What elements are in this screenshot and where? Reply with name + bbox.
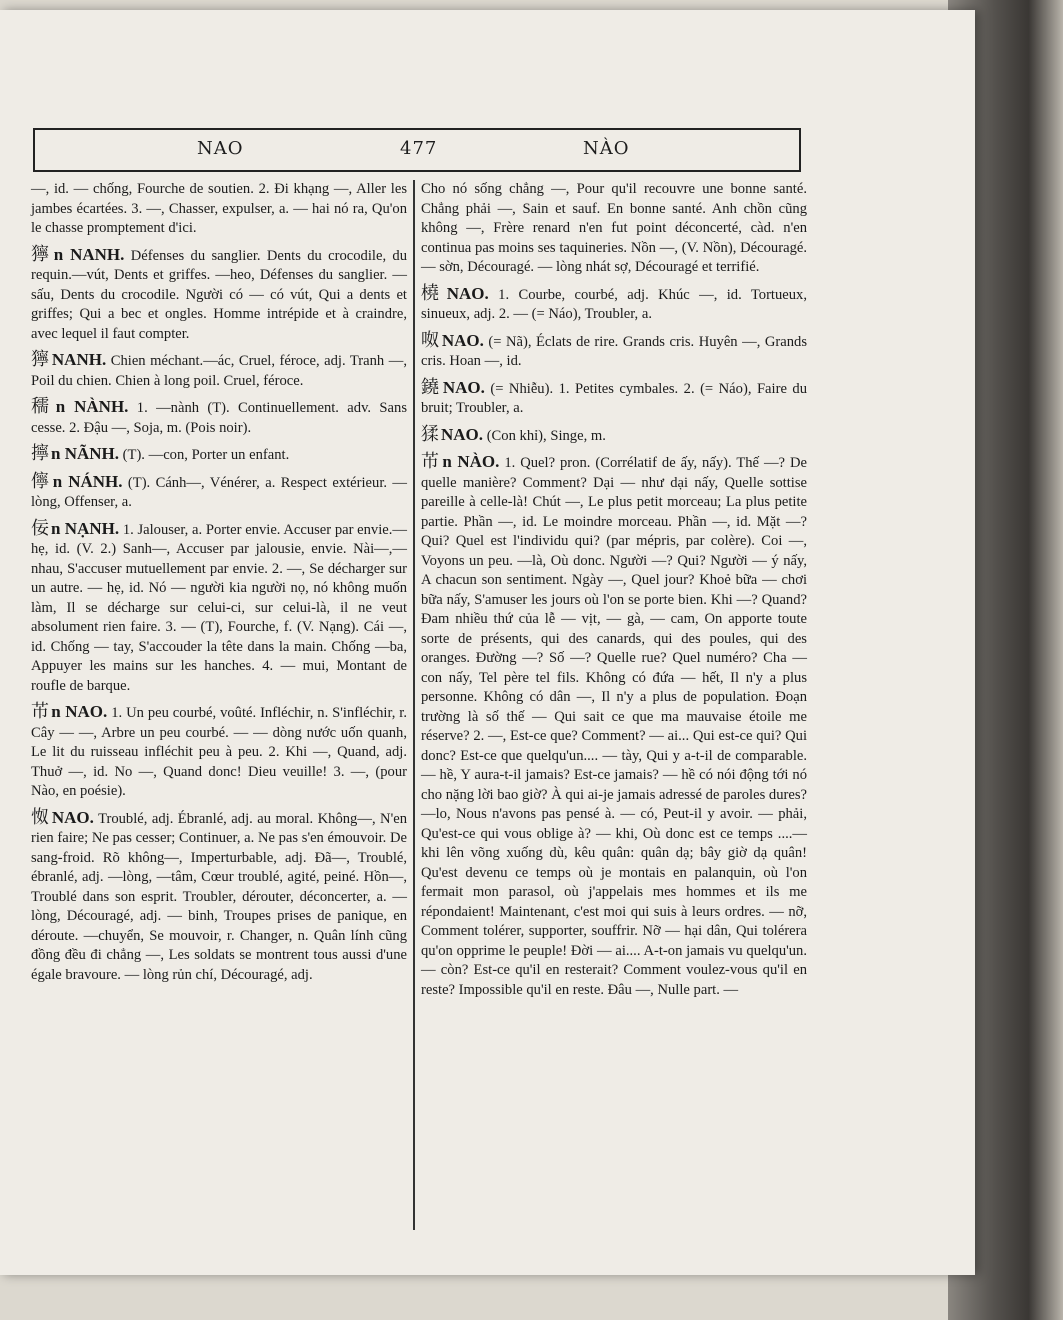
right-column xyxy=(421,180,807,1000)
definition: 1. —nành (T). Continuellement. adv. Sans cesse. 2. Đậu —, Soja, m. (Pois noir). xyxy=(31,400,407,436)
dictionary-entry xyxy=(31,808,407,986)
dictionary-entry xyxy=(421,378,807,419)
header-left-word: NAO xyxy=(197,138,244,159)
definition: 1. Un peu courbé, voûté. Infléchir, n. S'infléchir, r. Cây — —, Arbre un peu courbé. — — dòng nước uốn quanh, Le lit du ruisseau infléchit peu à peu. 2. Khi —, Quand, adj. Thuở —, id. No —, Quand donc! Dieu veuille! 3. —, (pour Nào, en poésie). xyxy=(31,705,408,799)
headword: n NÁNH. xyxy=(52,471,123,491)
headword: n NÀO. xyxy=(442,452,500,471)
chinese-character: 猱 xyxy=(421,423,439,444)
definition: 1. Jalouser, a. Porter envie. Accuser par envie.—hẹ, id. (V. 2.) Sanh—, Accuser par jalousie, envie. Nài—,—nhau, S'accuser mutuellement par envie. 2. —, Se décharger sur un autre. — hẹ, id. Nó — người kia người nọ, nó không muốn làm, Il se décharge sur celui-ci, sur celui-là, il ne veut absolument rien faire. 3. — (T), Fourche, f. (V. Nạng). Cái —, id. Chống — tay, S'accouder la tête dans la main. Chống —ba, Appuyer les mains sur les hanches. 4. — mui, Montant de roufle de barque. xyxy=(31,521,408,694)
definition: 1. Quel? pron. (Corrélatif de ấy, nấy). Thế —? De quelle manière? Comment? Dại — như dại nấy, Quelle sottise pareille à celle-là! Chút —, Le plus petit morceau; La plus petite partie. Phần —, id. Le moindre morceau. Phần —, id. Mặt —? Qui? Quel est l'individu qui? (par mépris, par colère). Coi —, Voyons un peu. —là, Où donc. Người —? Qui? Người — ý nấy, A chacun son sentiment. Ngày —, Quel jour? Khoẻ bữa — chơi bữa nấy, S'amuser les jours où l'on se porte bien. Khi —? Quand? Đam nhiều thứ của lễ — vịt, — gà, — cam, On apporte toute sorte de présents, qui des canards, qui des poules, qui des oranges. Đường —? Số —? Quelle rue? Quel numéro? Cha — con nấy, Tel père tel fils. Không có đứa — hết, Il n'y a plus personne. Không có dân —, Il n'y a plus de population. Đoạn trường là số thế — Qui sait ce que ma mauvaise étoile me réserve? 2. —, Est-ce que? Comment? — ai... Qui est-ce qui? Qui donc? Est-ce que quelqu'un.... — tày, Qui y a-t-il de comparable. — hề, Y aura-t-il jamais? Est-ce jamais? — hề có nói động tới nó cho nặng lời bao giờ? À qui ai-je jamais adressé de paroles dures? —lo, Nous n'avons pas pensé à. — có, Peut-il y avoir. — phải, Qu'est-ce qui vous oblige à? — khi, Où donc est ce temps ....—khi lên võng xuống dù, kêu quân: quân dạ; bây giờ dạ quân! Qu'est devenu ce temps où je montais en palanquin, où l'on fermait mon parasol, où j'appelais mes hommes et ils me répondaient! Maintenant, c'est moi qui suis à leurs ordres. — nỡ, Comment tolérer, supporter, souffrir. Nỡ — hại dân, Qui tolérera qu'on opprime le peuple! Đời — ai.... A-t-on jamais vu quelqu'un. — còn? Est-ce qu'il en resterait? Comment voulez-vous qu'il en reste? Impossible qu'il en reste. Đâu —, Nulle part. — xyxy=(421,455,807,998)
column-divider xyxy=(413,180,415,1230)
definition: (Con khỉ), Singe, m. xyxy=(486,427,606,444)
page-number: 477 xyxy=(400,138,438,159)
headword: NAO. xyxy=(441,424,484,444)
definition: Troublé, adj. Ébranlé, adj. au moral. Không—, N'en rien faire; Ne pas cesser; Continuer, a. Ne pas s'en émouvoir. De sang-froid. Rõ không—, Imperturbable, adj. Đã—, Troublé, ébranlé, adj. —lòng, —tâm, Cœur troublé, agité, peiné. Hồn—, Troublé dans son esprit. Troubler, dérouter, déconcerter, a. — lòng, Découragé, adj. — binh, Troupes prises de panique, en déroute. —chuyển, Se mouvoir, r. Changer, n. Quân lính cũng đồng đều đi chẳng —, Les soldats se montrent tous aussi d'une égale bravoure. — lòng rủn chí, Découragé, adj. xyxy=(31,810,408,983)
definition: (= Nã), Éclats de rire. Grands cris. Huyên —, Grands cris. Hoan —, id. xyxy=(421,333,807,369)
definition: (= Nhiễu). 1. Petites cymbales. 2. (= Náo), Faire du bruit; Troubler, a. xyxy=(421,380,808,416)
entry-continuation: Cho nó sống chẳng —, Pour qu'il recouvre une bonne santé. Chẳng phải —, Sain et sauf. En bonne santé. Anh chồn cũng không —, Frère renard n'en fut point déconcerté, càd. n'en continua pas moins ses taquineries. Nồn —, (V. Nồn), Découragé. — sờn, Découragé. — lòng nhát sợ, Découragé et terrifié. xyxy=(421,181,807,275)
dictionary-entry xyxy=(31,472,407,513)
dictionary-entry xyxy=(421,425,807,447)
dictionary-entry xyxy=(421,452,807,1000)
definition: 1. Courbe, courbé, adj. Khúc —, id. Tortueux, sinueux, adj. 2. — (= Náo), Troubler, a. xyxy=(421,286,807,322)
dictionary-entry xyxy=(421,331,807,372)
definition: Chien méchant.—ác, Cruel, féroce, adj. Tranh —, Poil du chien. Chien à long poil. Cruel, féroce. xyxy=(31,353,408,389)
dictionary-entry xyxy=(31,350,407,391)
dictionary-entry xyxy=(421,284,807,325)
header-right-word: NÀO xyxy=(583,138,630,159)
headword: NAO. xyxy=(441,330,484,350)
chinese-character: 佞 xyxy=(31,517,50,538)
chinese-character: 鐃 xyxy=(421,376,441,397)
headword: n NÀNH. xyxy=(55,397,129,416)
headword: n NẠNH. xyxy=(51,518,120,538)
chinese-character: 獰 xyxy=(31,349,50,369)
chinese-character: 穤 xyxy=(31,396,54,416)
headword: NAO. xyxy=(446,283,489,303)
chinese-character: 擰 xyxy=(31,443,49,463)
chinese-character: 獰 xyxy=(31,243,52,264)
dictionary-entry xyxy=(31,519,407,697)
definition: (T). Cánh—, Vénérer, a. Respect extérieur. — lòng, Offenser, a. xyxy=(31,474,408,510)
entry-continuation: —, id. — chống, Fourche de soutien. 2. Đi khạng —, Aller les jambes écartées. 3. —, Chasser, expulser, a. — hai nó ra, Qu'on le chasse promptement d'ici. xyxy=(31,181,407,236)
headword: n NANH. xyxy=(53,244,125,264)
definition: Défenses du sanglier. Dents du crocodile, du requin.—vút, Dents et griffes. —heo, Défenses du sanglier. — sấu, Dents du crocodile. Người có — có vút, Qui a dents et griffes; Qui a bec et ongles. Homme intrépide et à craindre, avec lequel il faut compter. xyxy=(31,247,408,342)
dictionary-entry xyxy=(31,397,407,438)
chinese-character: 芇 xyxy=(421,451,441,471)
headword: NAO. xyxy=(442,377,485,397)
dictionary-entry xyxy=(31,245,407,345)
headword: NAO. xyxy=(51,807,94,827)
chinese-character: 橈 xyxy=(421,282,445,303)
headword: n NAO. xyxy=(51,702,108,721)
headword: NANH. xyxy=(51,350,107,369)
chinese-character: 儜 xyxy=(31,470,51,491)
dictionary-page xyxy=(0,10,975,1275)
definition: (T). —con, Porter un enfant. xyxy=(122,447,290,463)
dictionary-entry xyxy=(31,444,407,466)
chinese-character: 芇 xyxy=(31,701,50,721)
headword: n NÃNH. xyxy=(51,444,120,463)
chinese-character: 怓 xyxy=(31,806,50,827)
page-header xyxy=(33,128,801,172)
left-column xyxy=(31,180,407,985)
chinese-character: 呶 xyxy=(421,329,440,350)
dictionary-entry xyxy=(31,702,407,802)
